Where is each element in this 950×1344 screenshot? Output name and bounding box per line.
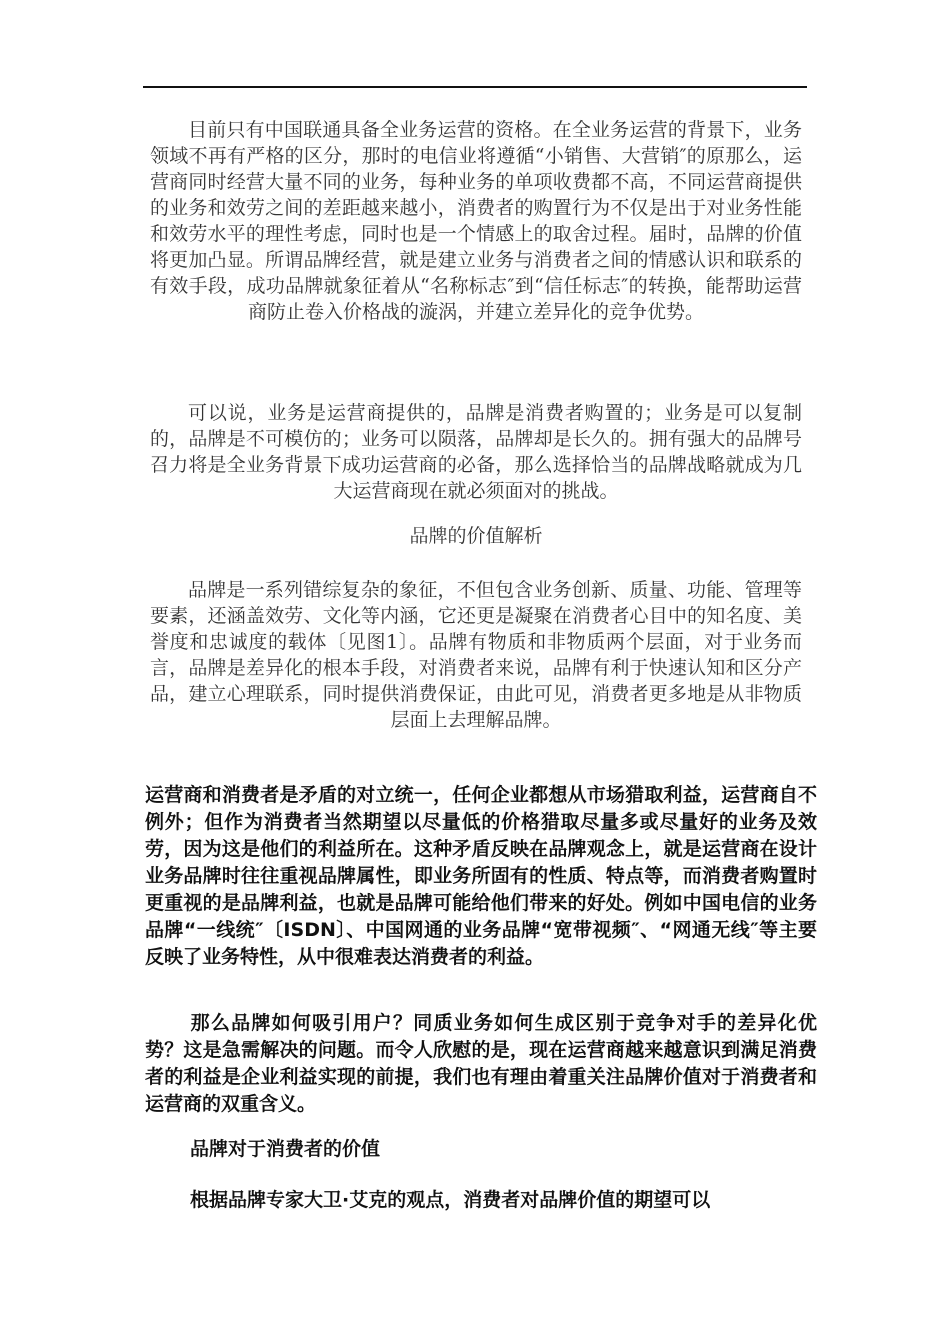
header-rule: [143, 86, 807, 88]
bold-paragraph-attract-users: 那么品牌如何吸引用户？同质业务如何生成区别于竞争对手的差异化优势？这是急需解决的问题。而令人欣慰的是，现在运营商越来越意识到满足消费者的利益是企业利益实现的前提，我们也有理由着重关注品牌价值对于消费者和运营商的双重含义。: [145, 1012, 817, 1115]
bold-paragraph-aaker: 根据品牌专家大卫·艾克的观点，消费者对品牌价值的期望可以: [190, 1189, 711, 1211]
paragraph-brand-symbols: 品牌是一系列错综复杂的象征，不但包含业务创新、质量、功能、管理等要素，还涵盖效劳、文化等内涵，它还更是凝聚在消费者心目中的知名度、美誉度和忠诚度的载体〔见图1〕。品牌有物质和非物质两个层面，对于业务而言，品牌是差异化的根本手段，对消费者来说，品牌有利于快速认知和区分产品，建立心理联系，同时提供消费保证，由此可见，消费者更多地是从非物质层面上去理解品牌。: [150, 579, 802, 731]
paragraph-full-service: 目前只有中国联通具备全业务运营的资格。在全业务运营的背景下，业务领域不再有严格的区分，那时的电信业将遵循“小销售、大营销″的原那么，运营商同时经营大量不同的业务，每种业务的单项收费都不高，不同运营商提供的业务和效劳之间的差距越来越小，消费者的购置行为不仅是出于对业务性能和效劳水平的理性考虑，同时也是一个情感上的取舍过程。届时，品牌的价值将更加凸显。所谓品牌经营，就是建立业务与消费者之间的情感认识和联系的有效手段，成功品牌就象征着从“名称标志″到“信任标志″的转换，能帮助运营商防止卷入价格战的漩涡，并建立差异化的竞争优势。: [150, 119, 802, 323]
bold-paragraph-operator-consumer: 运营商和消费者是矛盾的对立统一，任何企业都想从市场猎取利益，运营商自不例外；但作为消费者当然期望以尽量低的价格猎取尽量多或尽量好的业务及效劳，因为这是他们的利益所在。这种矛盾反映在品牌观念上，就是运营商在设计业务品牌时往往重视品牌属性，即业务所固有的性质、特点等，而消费者购置时更重视的是品牌利益，也就是品牌可能给他们带来的好处。例如中国电信的业务品牌“一线统″〔ISDN〕、中国网通的业务品牌“宽带视频″、“网通无线″等主要反映了业务特性，从中很难表达消费者的利益。: [145, 784, 817, 968]
subheading-value-to-consumers: 品牌对于消费者的价值: [190, 1138, 381, 1160]
paragraph-business-vs-brand: 可以说，业务是运营商提供的，品牌是消费者购置的；业务是可以复制的，品牌是不可模仿的；业务可以陨落，品牌却是长久的。拥有强大的品牌号召力将是全业务背景下成功运营商的必备，那么选择恰当的品牌战略就成为几大运营商现在就必须面对的挑战。: [150, 402, 802, 502]
section-heading-brand-value: 品牌的价值解析: [409, 525, 543, 547]
